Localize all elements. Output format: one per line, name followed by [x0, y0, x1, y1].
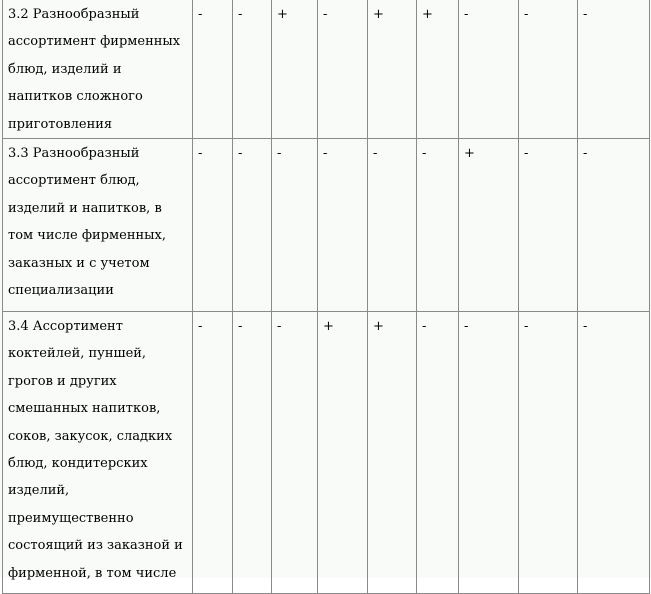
mark-cell: - [193, 312, 233, 594]
mark-cell: - [519, 139, 578, 312]
row-label: 3.2 Разнообразный ассортимент фирменных блюд, изделий и напитков сложного приготовления [3, 0, 193, 139]
mark-cell: + [318, 312, 368, 594]
mark-cell: - [193, 139, 233, 312]
mark-cell: - [233, 312, 272, 594]
mark-cell: + [272, 0, 318, 139]
table-row [3, 0, 650, 139]
row-label: 3.4 Ассортимент коктейлей, пуншей, грогов и других смешанных напитков, соков, закусок, сладких блюд, кондитерских изделий, преимущественно состоящий из заказной и фирменной, в том числе [3, 312, 193, 594]
assortment-table [2, 0, 650, 594]
table-row [3, 312, 650, 594]
mark-cell: - [318, 139, 368, 312]
mark-cell: + [417, 0, 459, 139]
mark-cell: - [193, 0, 233, 139]
mark-cell: - [519, 312, 578, 594]
mark-cell: - [417, 312, 459, 594]
mark-cell: - [459, 0, 519, 139]
mark-cell: + [459, 139, 519, 312]
mark-cell: - [417, 139, 459, 312]
mark-cell: - [578, 139, 650, 312]
mark-cell: - [272, 312, 318, 594]
mark-cell: - [578, 312, 650, 594]
mark-cell: - [578, 0, 650, 139]
mark-cell: - [318, 0, 368, 139]
mark-cell: - [519, 0, 578, 139]
mark-cell: - [233, 139, 272, 312]
mark-cell: - [233, 0, 272, 139]
row-label: 3.3 Разнообразный ассортимент блюд, изделий и напитков, в том числе фирменных, заказных и с учетом специализации [3, 139, 193, 312]
mark-cell: + [368, 0, 417, 139]
mark-cell: - [272, 139, 318, 312]
mark-cell: - [459, 312, 519, 594]
mark-cell: - [368, 139, 417, 312]
table-row [3, 139, 650, 312]
mark-cell: + [368, 312, 417, 594]
